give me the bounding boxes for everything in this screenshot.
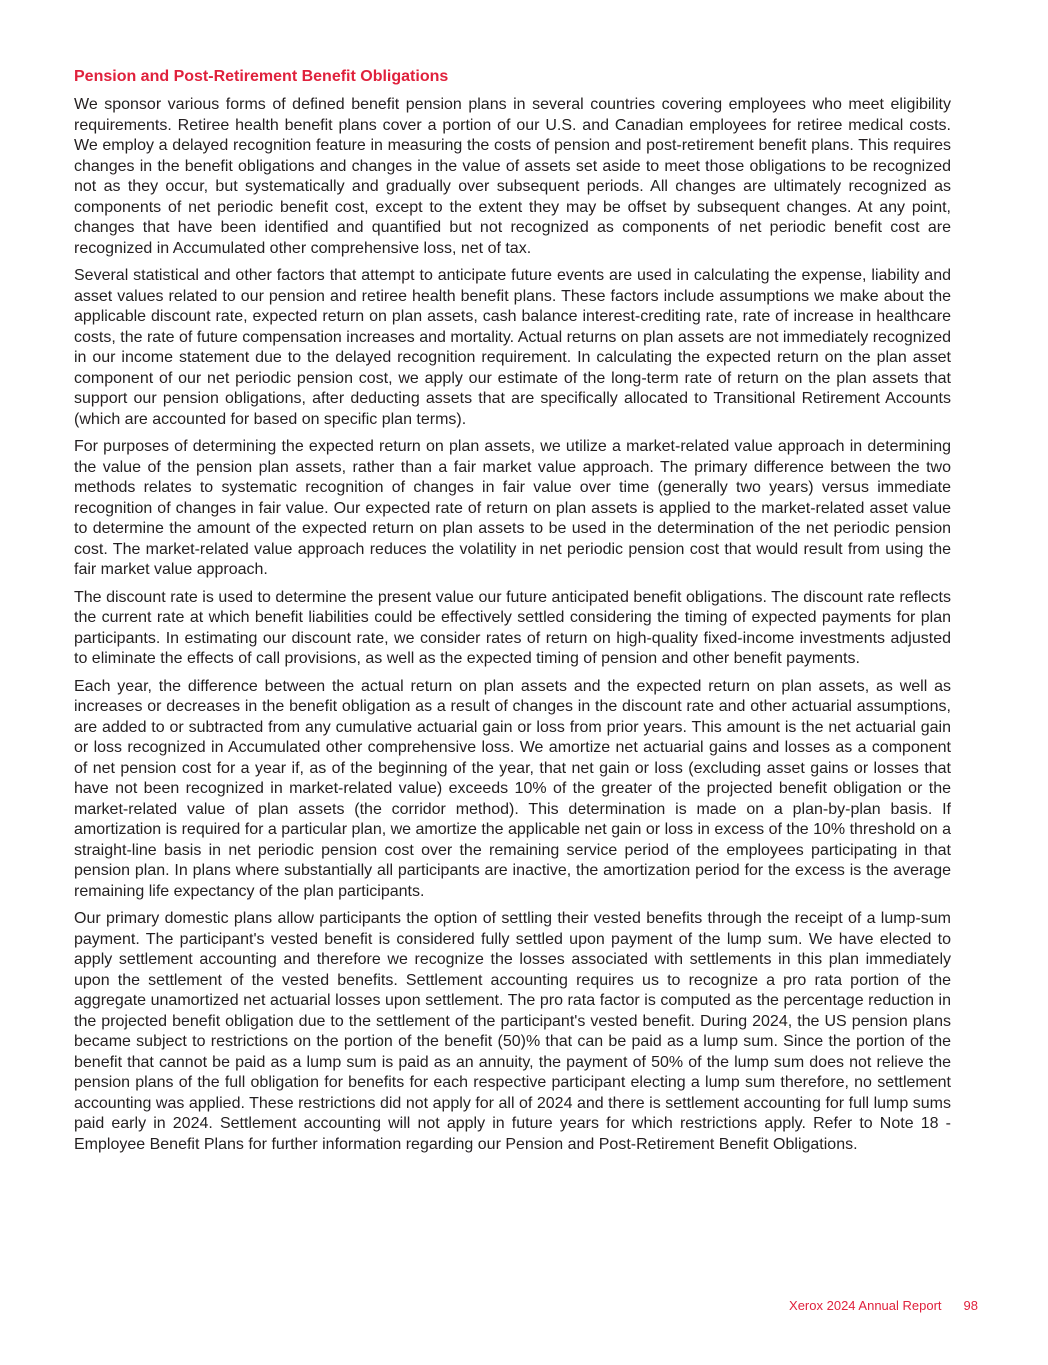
page-footer xyxy=(789,1298,978,1313)
paragraph-statistical-factors: Several statistical and other factors that attempt to anticipate future events are used in calculating the expense, liability and asset values related to our pension and retiree health benefit plans. These factors include assumptions we make about the applicable discount rate, expected return on plan assets, cash balance interest-crediting rate, rate of increase in healthcare costs, the rate of future compensation increases and mortality. Actual returns on plan assets are not immediately recognized in our income statement due to the delayed recognition requirement. In calculating the expected return on the plan asset component of our net periodic pension cost, we apply our estimate of the long-term rate of return on the plan assets that support our pension obligations, after deducting assets that are specifically allocated to Transitional Retirement Accounts (which are accounted for based on specific plan terms). xyxy=(74,267,951,428)
section-heading: Pension and Post-Retirement Benefit Obligations xyxy=(74,68,449,85)
paragraph-benefit-plans-overview: We sponsor various forms of defined benefit pension plans in several countries covering employees who meet eligibility requirements. Retiree health benefit plans cover a portion of our U.S. and Canadian employees for retiree medical costs. We employ a delayed recognition feature in measuring the costs of pension and post-retirement benefit plans. This requires changes in the benefit obligations and changes in the value of assets set aside to meet those obligations to be recognized not as they occur, but systematically and gradually over subsequent periods. All changes are ultimately recognized as components of net periodic benefit cost, except to the extent they may be offset by subsequent changes. At any point, changes that have been identified and quantified but not recognized as components of net periodic benefit cost are recognized in Accumulated other comprehensive loss, net of tax. xyxy=(74,96,951,257)
paragraph-discount-rate: The discount rate is used to determine the present value our future anticipated benefit obligations. The discount rate reflects the current rate at which benefit liabilities could be effectively settled considering the timing of expected payments for plan participants. In estimating our discount rate, we consider rates of return on high-quality fixed-income investments adjusted to eliminate the effects of call provisions, as well as the expected timing of pension and other benefit payments. xyxy=(74,588,951,667)
paragraph-settlement-accounting: Our primary domestic plans allow participants the option of settling their vested benefits through the receipt of a lump-sum payment. The participant's vested benefit is considered fully settled upon payment of the lump sum. We have elected to apply settlement accounting and therefore we recognize the losses associated with settlements in this plan immediately upon the settlement of the vested benefits. Settlement accounting requires us to recognize a pro rata portion of the aggregate unamortized net actuarial losses upon settlement. The pro rata factor is computed as the percentage reduction in the projected benefit obligation due to the settlement of the participant's vested benefit. During 2024, the US pension plans became subject to restrictions on the portion of the benefit (50)% that can be paid as a lump sum. Since the portion of the benefit that cannot be paid as a lump sum is paid as an annuity, the payment of 50% of the lump sum does not relieve the pension plans of the full obligation for benefits for each respective participant electing a lump sum therefore, no settlement accounting was applied. These restrictions did not apply for all of 2024 and there is settlement accounting for full lump sums paid early in 2024. Settlement accounting will not apply in future years for which restrictions apply. Refer to Note 18 - Employee Benefit Plans for further information regarding our Pension and Post-Retirement Benefit Obligations. xyxy=(74,910,951,1153)
paragraph-market-related-value: For purposes of determining the expected return on plan assets, we utilize a market-related value approach in determining the value of the pension plan assets, rather than a fair market value approach. The primary difference between the two methods relates to systematic recognition of changes in fair value over time (generally two years) versus immediate recognition of changes in fair value. Our expected rate of return on plan assets is applied to the market-related asset value to determine the amount of the expected return on plan assets to be used in the determination of the net periodic pension cost. The market-related value approach reduces the volatility in net periodic pension cost that would result from using the fair market value approach. xyxy=(74,438,951,578)
page-content xyxy=(74,66,951,1162)
report-title: Xerox 2024 Annual Report xyxy=(789,1298,942,1313)
page-number: 98 xyxy=(963,1298,978,1313)
paragraph-actuarial-gains-losses: Each year, the difference between the actual return on plan assets and the expected return on plan assets, as well as increases or decreases in the benefit obligation as a result of changes in the discount rate and other actuarial assumptions, are added to or subtracted from any cumulative actuarial gain or loss from prior years. This amount is the net actuarial gain or loss recognized in Accumulated other comprehensive loss. We amortize net actuarial gains and losses as a component of net pension cost for a year if, as of the beginning of the year, that net gain or loss (excluding asset gains or losses that have not been recognized in market-related value) exceeds 10% of the greater of the projected benefit obligation or the market-related value of plan assets (the corridor method). This determination is made on a plan-by-plan basis. If amortization is required for a particular plan, we amortize the applicable net gain or loss in excess of the 10% threshold on a straight-line basis in net periodic pension cost over the remaining service period of the employees participating in that pension plan. In plans where substantially all participants are inactive, the amortization period for the excess is the average remaining life expectancy of the plan participants. xyxy=(74,677,951,900)
